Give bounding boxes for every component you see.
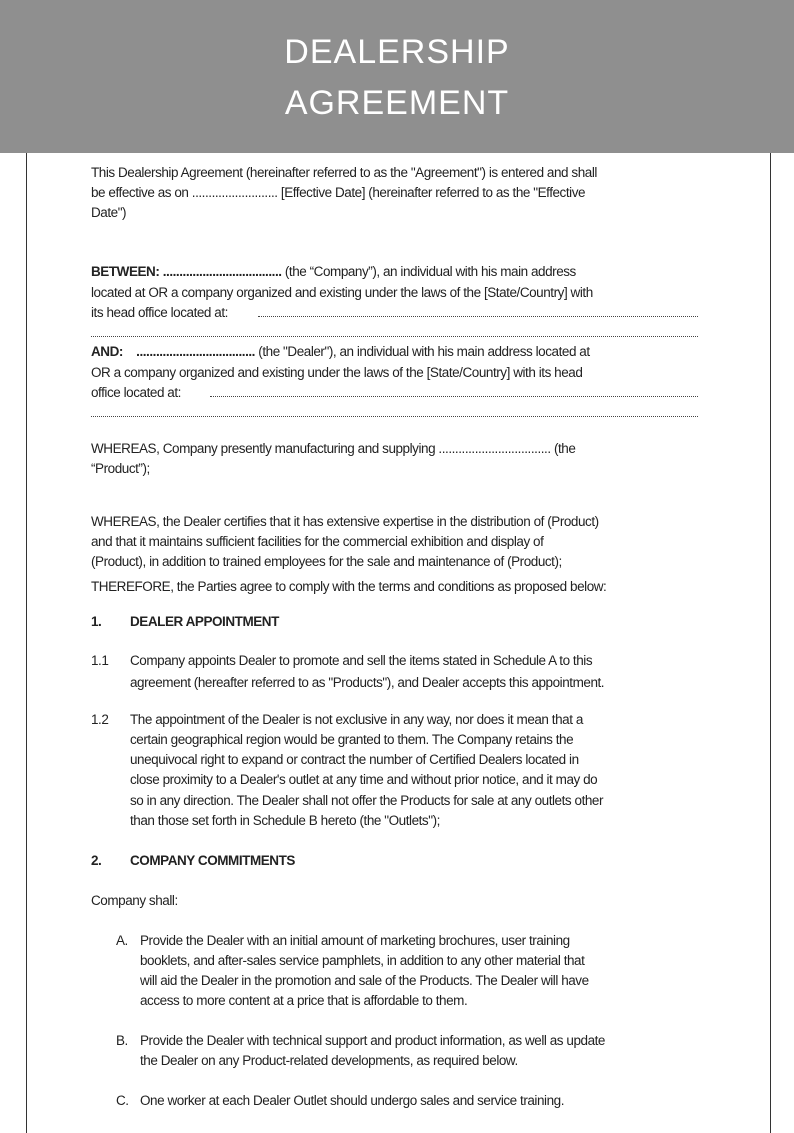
text-line: OR a company organized and existing under the laws of the [State/Country] with its head — [91, 365, 583, 380]
clause-number: 1.2 — [91, 712, 109, 727]
section-intro: Company shall: — [91, 893, 178, 908]
item-letter: A. — [116, 933, 128, 948]
address-blank — [210, 396, 698, 397]
text-line: than those set forth in Schedule B hereto (the "Outlets"); — [130, 813, 440, 828]
text-line: office located at: — [91, 385, 181, 400]
text-line: Date") — [91, 205, 127, 220]
text-line: Provide the Dealer with technical support and product information, as well as update — [140, 1033, 605, 1048]
text-line: One worker at each Dealer Outlet should undergo sales and service training. — [140, 1093, 565, 1108]
text-line: agreement (hereafter referred to as "Products"), and Dealer accepts this appointment. — [130, 675, 605, 690]
text-line: (the “Company”), an individual with his main address — [284, 264, 576, 279]
text-line: certain geographical region would be granted to them. The Company retains the — [130, 732, 574, 747]
section-number: 2. — [91, 853, 102, 868]
text-line: unequivocal right to expand or contract the number of Certified Dealers located in — [130, 752, 579, 767]
item-letter: C. — [116, 1093, 129, 1108]
text-line: the Dealer on any Product-related developments, as required below. — [140, 1053, 518, 1068]
address-blank — [91, 416, 698, 417]
section-number: 1. — [91, 614, 102, 629]
text-line: (Product), in addition to trained employees for the sale and maintenance of (Product); — [91, 554, 562, 569]
company-blank: .................................... — [162, 264, 282, 279]
text-line: be effective as on .......................... [Effective Date] (hereinafter referred to as the "Effective — [91, 185, 586, 200]
therefore-paragraph: THEREFORE, the Parties agree to comply with the terms and conditions as proposed below: — [91, 579, 607, 594]
text-line: WHEREAS, Company presently manufacturing and supplying .................................. (the — [91, 441, 576, 456]
text-line: close proximity to a Dealer's outlet at any time and without prior notice, and it may do — [130, 772, 598, 787]
address-blank — [258, 316, 698, 317]
text-line: will aid the Dealer in the promotion and sale of the Products. The Dealer will have — [140, 973, 589, 988]
text-line: located at OR a company organized and existing under the laws of the [State/Country] with — [91, 285, 593, 300]
text-line: its head office located at: — [91, 305, 228, 320]
and-label: AND: — [91, 344, 123, 359]
clause-number: 1.1 — [91, 653, 109, 668]
title-line-2: AGREEMENT — [284, 84, 510, 122]
text-line: and that it maintains sufficient facilities for the commercial exhibition and display of — [91, 534, 544, 549]
text-line: Company appoints Dealer to promote and sell the items stated in Schedule A to this — [130, 653, 593, 668]
address-blank — [91, 336, 698, 337]
title-line-1: DEALERSHIP — [284, 33, 510, 71]
header-banner — [0, 0, 794, 153]
text-line: so in any direction. The Dealer shall not offer the Products for sale at any outlets other — [130, 793, 604, 808]
text-line: This Dealership Agreement (hereinafter referred to as the "Agreement") is entered and shall — [91, 165, 597, 180]
text-line: (the "Dealer"), an individual with his main address located at — [258, 344, 590, 359]
text-line: booklets, and after-sales service pamphlets, in addition to any other material that — [140, 953, 585, 968]
item-letter: B. — [116, 1033, 128, 1048]
section-heading: DEALER APPOINTMENT — [130, 614, 279, 629]
dealer-blank: .................................... — [136, 344, 255, 359]
text-line: access to more content at a price that is affordable to them. — [140, 993, 468, 1008]
between-label: BETWEEN: — [91, 264, 160, 279]
text-line: Provide the Dealer with an initial amount of marketing brochures, user training — [140, 933, 570, 948]
section-heading: COMPANY COMMITMENTS — [130, 853, 295, 868]
text-line: “Product”); — [91, 461, 150, 476]
text-line: The appointment of the Dealer is not exclusive in any way, nor does it mean that a — [130, 712, 583, 727]
text-line: WHEREAS, the Dealer certifies that it has extensive expertise in the distribution of (Product) — [91, 514, 599, 529]
